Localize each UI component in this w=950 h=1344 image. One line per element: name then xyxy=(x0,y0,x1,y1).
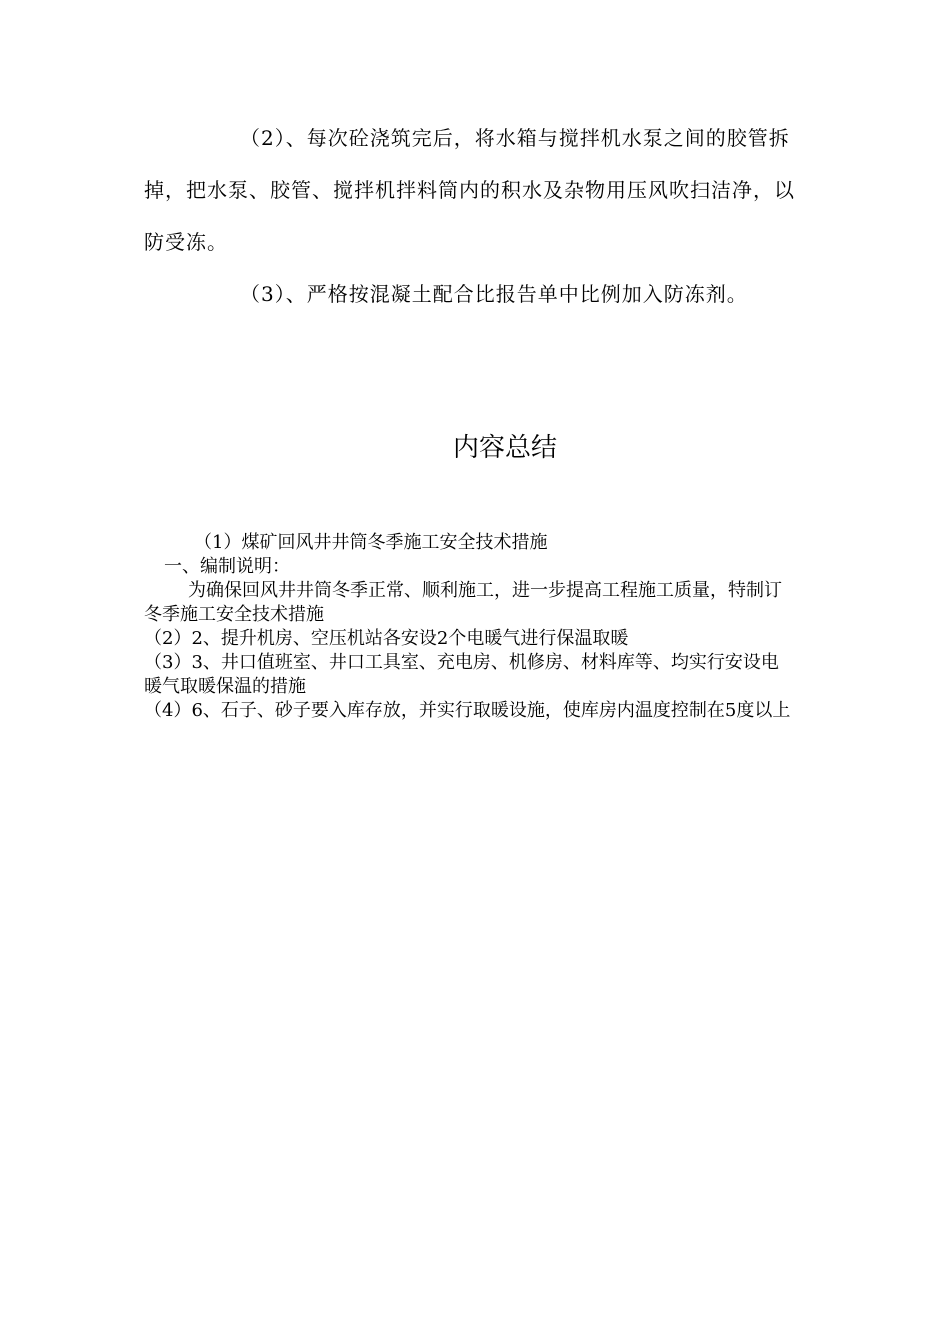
summary-title: 内容总结 xyxy=(452,433,557,463)
summary-line: 为确保回风井井筒冬季正常、顺利施工，进一步提高工程施工质量，特制订冬季施工安全技术措施 xyxy=(144,580,782,625)
paragraph-text: （3）、严格按混凝土配合比报告单中比例加入防冻剂。 xyxy=(240,282,748,306)
paragraph-antifreeze xyxy=(144,268,804,320)
summary-line: （1）煤矿回风井井筒冬季施工安全技术措施 xyxy=(194,532,548,553)
summary-section xyxy=(144,531,794,723)
summary-line: 一、编制说明： xyxy=(164,556,290,577)
summary-line: （4）6、石子、砂子要入库存放，并实行取暖设施，使库房内温度控制在5度以上 xyxy=(144,700,791,721)
paragraph-concrete-pipe xyxy=(144,112,804,268)
paragraph-text: （2）、每次砼浇筑完后，将水箱与搅拌机水泵之间的胶管拆掉，把水泵、胶管、搅拌机拌料筒内的积水及杂物用压风吹扫洁净，以防受冻。 xyxy=(144,126,795,254)
summary-line: （2）2、提升机房、空压机站各安设2个电暖气进行保温取暖 xyxy=(144,628,629,649)
summary-line: （3）3、井口值班室、井口工具室、充电房、机修房、材料库等、均实行安设电暖气取暖保温的措施 xyxy=(144,652,779,697)
